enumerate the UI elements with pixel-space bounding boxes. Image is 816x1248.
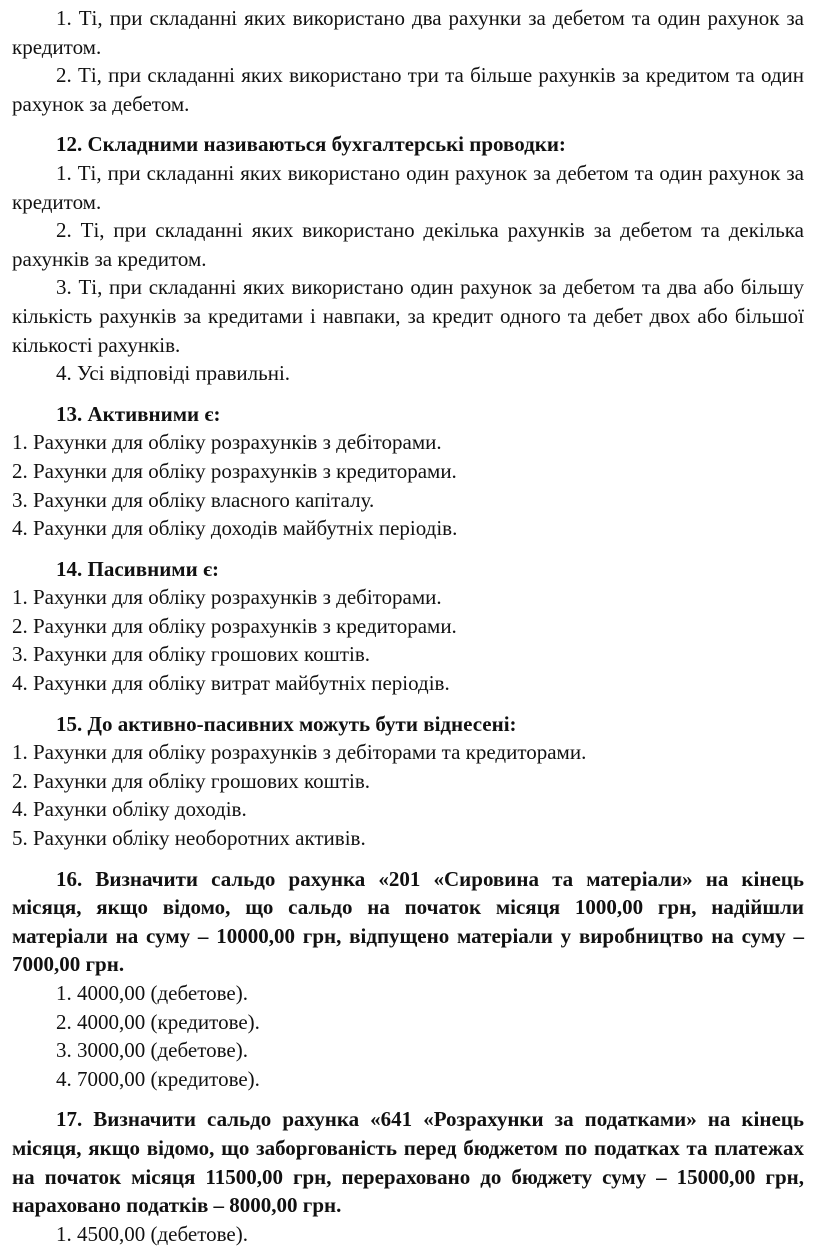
question-14-option: 1. Рахунки для обліку розрахунків з дебіторами.: [12, 585, 442, 610]
question-12-option: 2. Ті, при складанні яких використано декілька рахунків за дебетом та декілька рахунків за кредитом.: [12, 218, 804, 271]
intro-option: 1. Ті, при складанні яких використано два рахунки за дебетом та один рахунок за кредитом.: [12, 6, 804, 59]
question-13-option: 2. Рахунки для обліку розрахунків з кредиторами.: [12, 458, 457, 483]
question-14-option: 2. Рахунки для обліку розрахунків з кредиторами.: [12, 613, 457, 638]
question-12-option: 1. Ті, при складанні яких використано один рахунок за дебетом та один рахунок за кредитом.: [12, 160, 804, 214]
question-16-option: 2. 4000,00 (кредитове).: [56, 1009, 260, 1034]
question-13-title: 13. Активними є:: [56, 401, 221, 426]
question-16-option: 4. 7000,00 (кредитове).: [56, 1066, 260, 1091]
question-16-option: 1. 4000,00 (дебетове).: [56, 981, 248, 1005]
question-13-option: 1. Рахунки для обліку розрахунків з дебіторами.: [12, 430, 442, 455]
question-12-option: 4. Усі відповіді правильні.: [56, 361, 291, 386]
intro-option: 2. Ті, при складанні яких використано три та більше рахунків за кредитом та один рахунок за дебетом.: [12, 63, 804, 116]
question-12-title: 12. Складними називаються бухгалтерські проводки:: [56, 132, 566, 157]
question-17-option: 1. 4500,00 (дебетове).: [56, 1221, 248, 1246]
question-17-title: 17. Визначити сальдо рахунка «641 «Розрахунки за податками» на кінець місяця, якщо відомо, що заборгованість перед бюджетом по податках та платежах на початок місяця 11500,00 грн, перераховано до бюджету суму – 15000,00 грн, нараховано податків – 8000,00 грн.: [12, 1107, 804, 1218]
question-15-option: 2. Рахунки для обліку грошових коштів.: [12, 768, 371, 793]
question-14-title: 14. Пасивними є:: [56, 556, 220, 581]
question-15-option: 1. Рахунки для обліку розрахунків з дебіторами та кредиторами.: [12, 740, 587, 765]
question-14-option: 3. Рахунки для обліку грошових коштів.: [12, 642, 371, 667]
question-15-option: 4. Рахунки обліку доходів.: [12, 797, 247, 822]
question-12-option: 3. Ті, при складанні яких використано один рахунок за дебетом та два або більшу кількість рахунків за кредитами і навпаки, за кредит одного та дебет двох або більшої кількості рахунків.: [12, 275, 804, 357]
question-16-option: 3. 3000,00 (дебетове).: [56, 1038, 248, 1063]
question-16-title: 16. Визначити сальдо рахунка «201 «Сировина та матеріали» на кінець місяця, якщо відомо, що сальдо на початок місяця 1000,00 грн, надійшли матеріали на суму – 10000,00 грн, відпущено матеріали у виробництво на суму – 7000,00 грн.: [12, 866, 804, 977]
question-13-option: 4. Рахунки для обліку доходів майбутніх періодів.: [12, 516, 458, 541]
question-13-option: 3. Рахунки для обліку власного капіталу.: [12, 487, 375, 512]
question-15-option: 5. Рахунки обліку необоротних активів.: [12, 826, 366, 851]
question-15-title: 15. До активно-пасивних можуть бути віднесені:: [56, 711, 517, 736]
question-14-option: 4. Рахунки для обліку витрат майбутніх періодів.: [12, 671, 450, 696]
